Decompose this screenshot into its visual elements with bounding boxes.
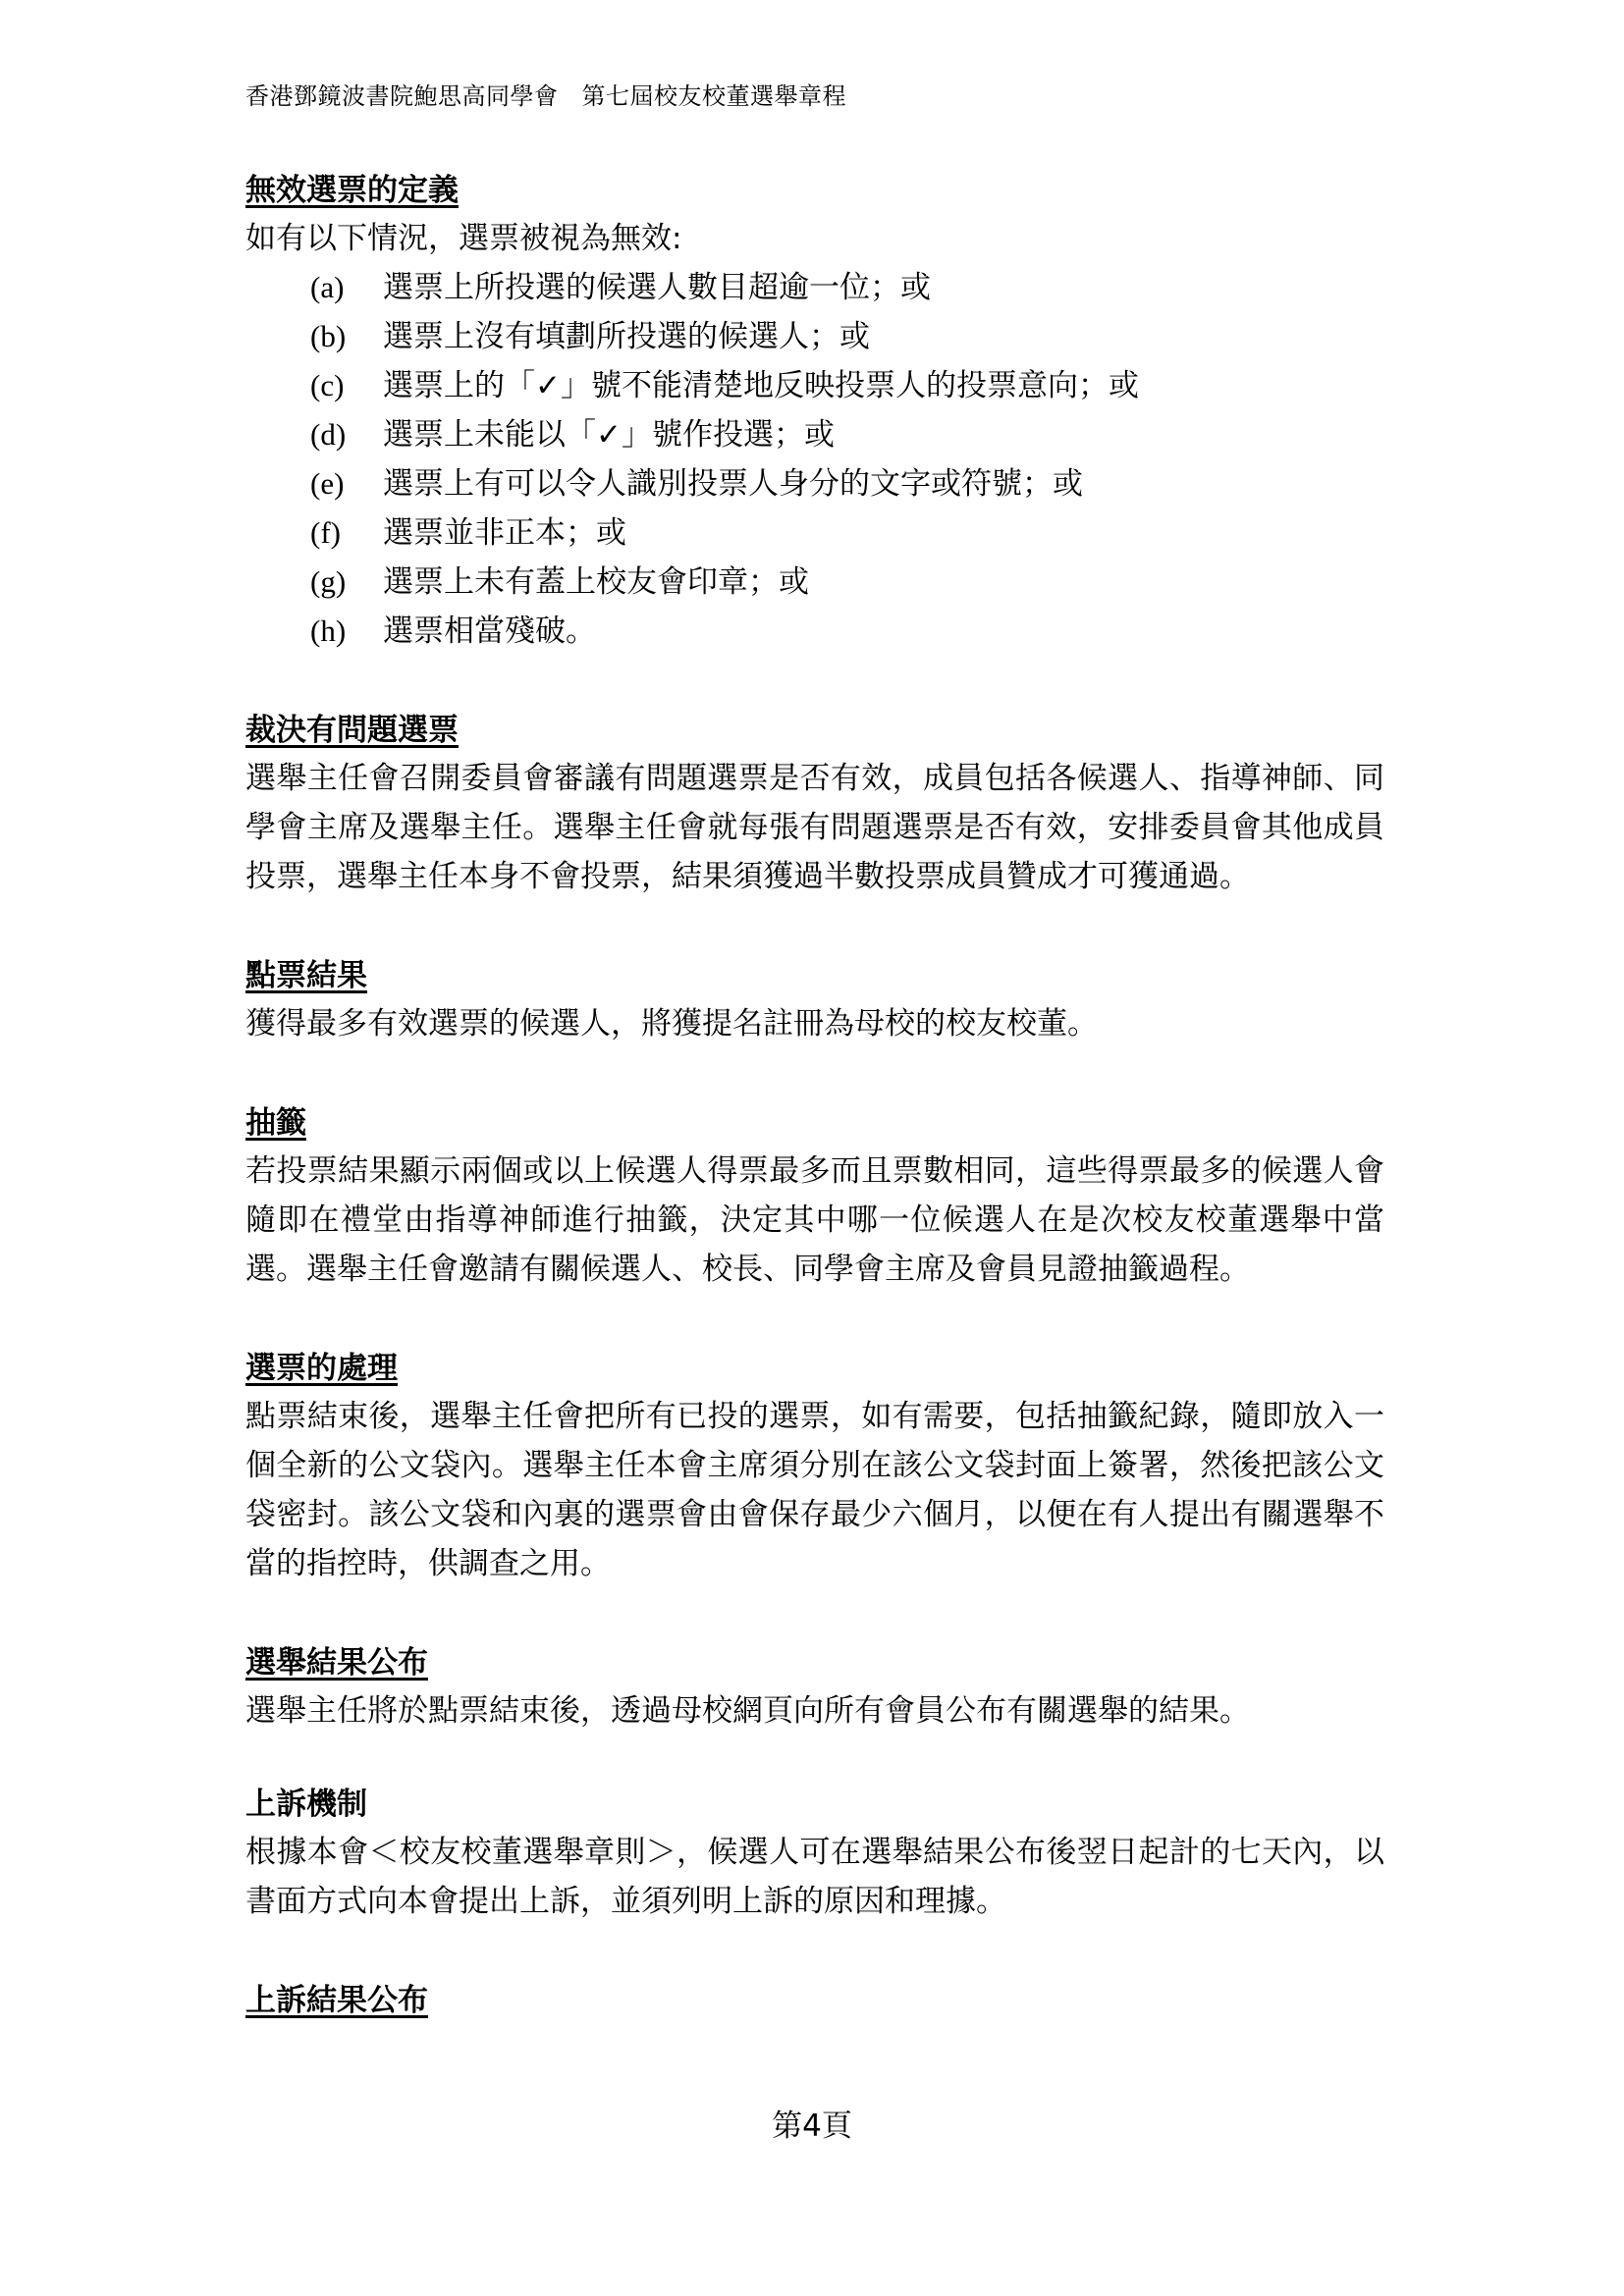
list-marker: (d) — [310, 417, 347, 452]
header-document-title: 第七屆校友校董選舉章程 — [581, 82, 846, 110]
list-marker: (h) — [310, 614, 347, 648]
list-item-text: 選票上未有蓋上校友會印章；或 — [383, 564, 809, 600]
list-marker: (b) — [310, 319, 347, 353]
section-body: 點票結束後，選舉主任會把所有已投的選票，如有需要，包括抽籤紀錄，隨即放入一個全新的公文袋內。選舉主任本會主席須分別在該公文袋封面上簽署，然後把該公文袋密封。該公文袋和內裏的選票會由會保存最少六個月，以便在有人提出有關選舉不當的指控時，供調查之用。 — [245, 1399, 1384, 1581]
section-heading: 裁決有問題選票 — [245, 713, 459, 748]
section-heading: 抽籤 — [245, 1105, 306, 1141]
list-item-text: 選票上沒有填劃所投選的候選人；或 — [383, 319, 870, 354]
section-body: 根據本會＜校友校董選舉章則＞，候選人可在選舉結果公布後翌日起計的七天內，以書面方式向本會提出上訴，並須列明上訴的原因和理據。 — [245, 1835, 1384, 1919]
list-item — [245, 607, 1384, 656]
list-item-text: 選票上有可以令人識別投票人身分的文字或符號；或 — [383, 466, 1083, 502]
list-item-text: 選票並非正本；或 — [383, 515, 626, 551]
section-result-announcement — [245, 1639, 1384, 1735]
list-item — [245, 508, 1384, 558]
list-item — [245, 263, 1384, 312]
list-item-text: 選票上未能以「✓」號作投選；或 — [383, 417, 835, 453]
section-heading: 點票結果 — [245, 958, 367, 993]
page-header — [245, 77, 846, 111]
list-item — [245, 361, 1384, 410]
section-heading: 選舉結果公布 — [245, 1645, 428, 1681]
section-heading: 選票的處理 — [245, 1351, 398, 1386]
list-marker: (f) — [310, 515, 341, 550]
section-body: 選舉主任將於點票結束後，透過母校網頁向所有會員公布有關選舉的結果。 — [245, 1693, 1250, 1729]
list-item — [245, 410, 1384, 459]
list-marker: (a) — [310, 270, 345, 304]
section-appeal-result — [245, 1977, 1384, 2024]
invalid-conditions-list — [245, 263, 1384, 656]
list-marker: (c) — [310, 368, 345, 402]
section-body: 若投票結果顯示兩個或以上候選人得票最多而且票數相同，這些得票最多的候選人會隨即在禮堂由指導神師進行抽籤，決定其中哪一位候選人在是次校友校董選舉中當選。選舉主任會邀請有關候選人、校長、同學會主席及會員見證抽籤過程。 — [245, 1153, 1384, 1287]
section-ballot-handling — [245, 1345, 1384, 1588]
section-heading: 上訴結果公布 — [245, 1983, 428, 2018]
page-number: 第4頁 — [772, 2109, 852, 2144]
section-appeal-mechanism — [245, 1781, 1384, 1926]
section-count-result — [245, 952, 1384, 1048]
list-item — [245, 312, 1384, 361]
document-body — [245, 167, 1384, 2024]
list-marker: (g) — [310, 564, 347, 599]
list-item-text: 選票上的「✓」號不能清楚地反映投票人的投票意向；或 — [383, 368, 1139, 403]
section-heading: 上訴機制 — [245, 1787, 367, 1822]
section-intro: 如有以下情況，選票被視為無效: — [245, 221, 682, 256]
section-questionable-ballots — [245, 707, 1384, 901]
list-item — [245, 459, 1384, 508]
list-item-text: 選票相當殘破。 — [383, 614, 596, 649]
list-marker: (e) — [310, 466, 345, 501]
section-body: 選舉主任會召開委員會審議有問題選票是否有效，成員包括各候選人、指導神師、同學會主席及選舉主任。選舉主任會就每張有問題選票是否有效，安排委員會其他成員投票，選舉主任本身不會投票，結果須獲過半數投票成員贊成才可獲通過。 — [245, 761, 1384, 894]
list-item-text: 選票上所投選的候選人數目超逾一位；或 — [383, 270, 931, 305]
section-body: 獲得最多有效選票的候選人，將獲提名註冊為母校的校友校董。 — [245, 1006, 1098, 1041]
list-item — [245, 558, 1384, 607]
section-invalid-ballots — [245, 167, 1384, 656]
section-drawing-lots — [245, 1099, 1384, 1294]
section-heading: 無效選票的定義 — [245, 173, 459, 208]
header-organization: 香港鄧鏡波書院鮑思高同學會 — [245, 82, 559, 110]
